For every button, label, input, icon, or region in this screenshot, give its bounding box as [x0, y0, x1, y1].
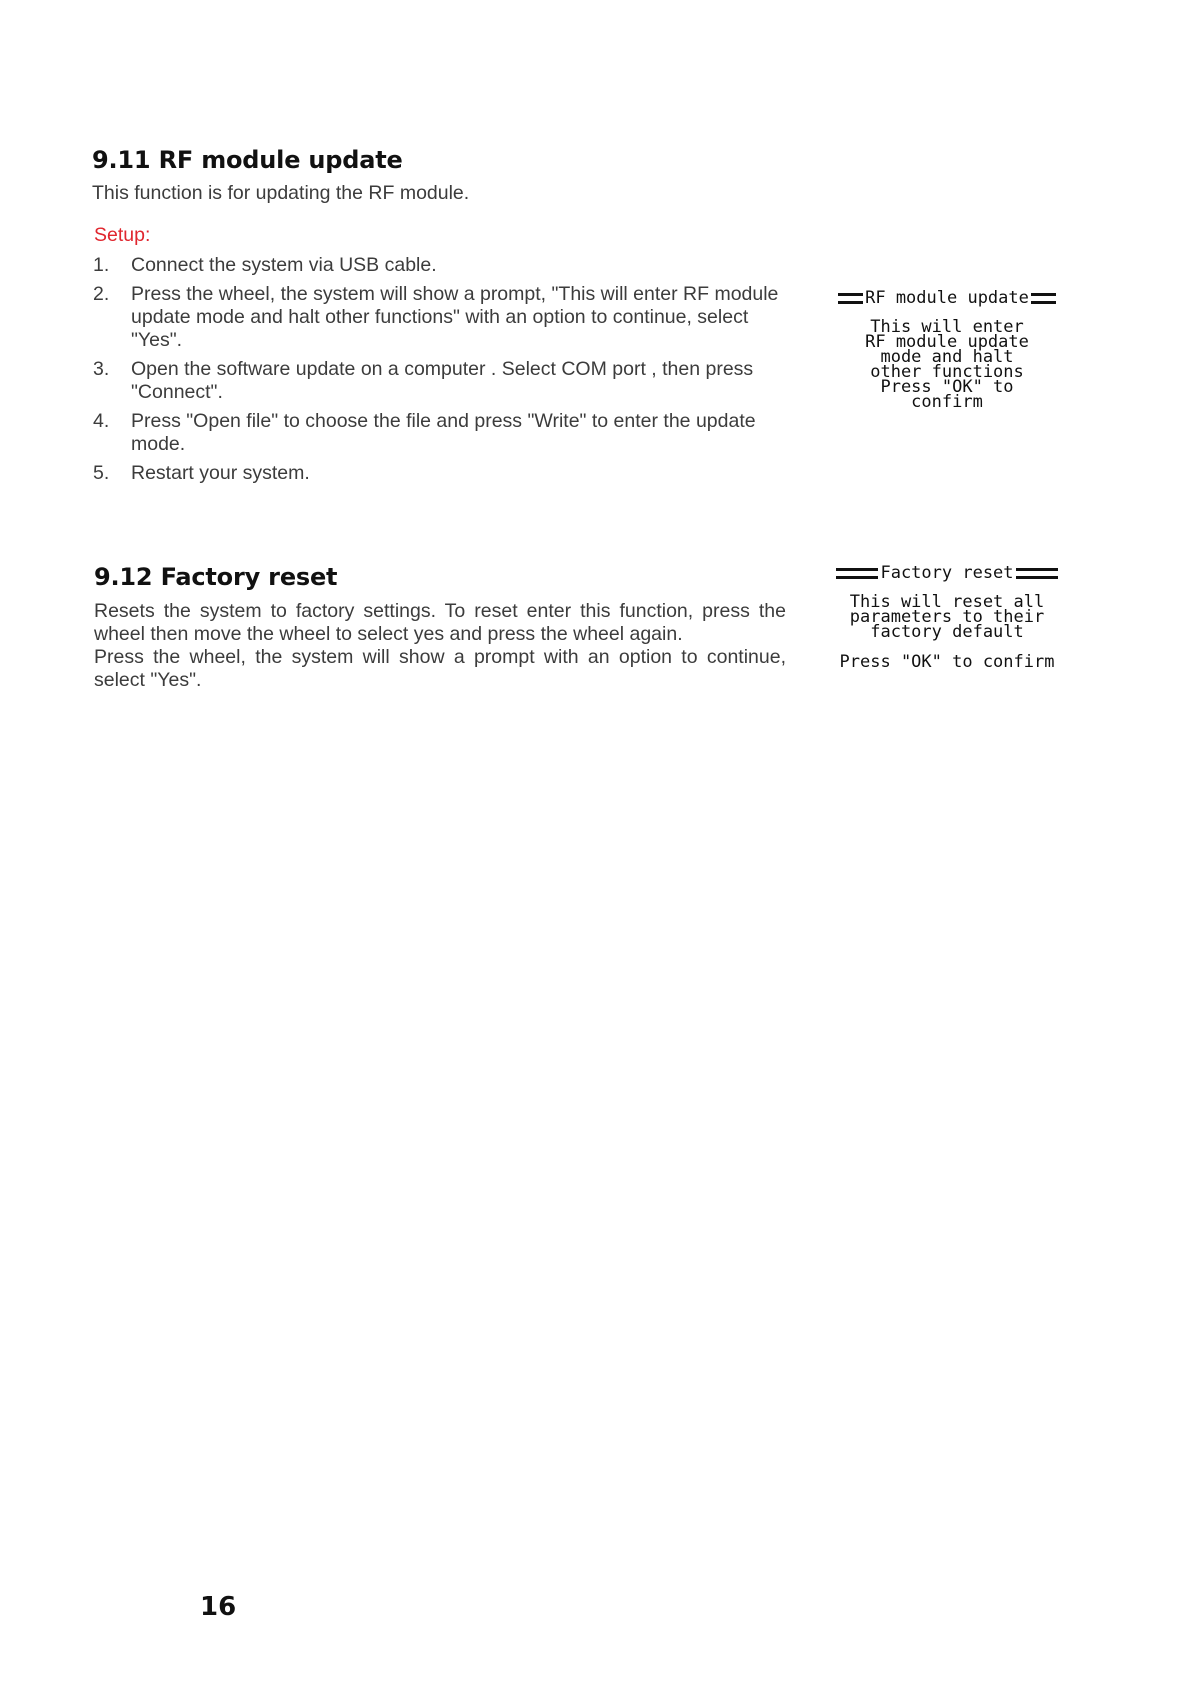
screen-line: mode and halt — [880, 347, 1014, 367]
factory-reset-paragraph: Resets the system to factory settings. To reset enter this function, press the wheel then move the wheel to select yes and press the wheel again. — [94, 600, 786, 645]
screen-line: factory default — [870, 622, 1024, 642]
screen-line: This will enter — [870, 317, 1024, 337]
screen-line: RF module update — [865, 332, 1029, 352]
screen-line: parameters to their — [849, 607, 1045, 627]
screen-confirm-line: Press "OK" to confirm — [839, 652, 1055, 672]
step-number: 4. — [93, 410, 110, 432]
step-text: Press the wheel, the system will show a prompt, "This will enter RF module update mode and halt other functions" with an option to continue, select "Yes". — [131, 283, 779, 351]
step-text: Restart your system. — [131, 462, 310, 484]
step-number: 2. — [93, 283, 110, 305]
setup-label: Setup: — [94, 224, 151, 246]
step-number: 5. — [93, 462, 110, 484]
screen-line: Press "OK" to — [880, 377, 1014, 397]
header-bar-right — [1016, 568, 1058, 579]
screen-line: other functions — [870, 362, 1024, 382]
step-number: 1. — [93, 254, 110, 276]
list-item — [93, 283, 783, 352]
screen-header-title: RF module update — [865, 287, 1029, 308]
step-text: Press "Open file" to choose the file and press "Write" to enter the update mode. — [131, 410, 756, 455]
step-text: Open the software update on a computer . Select COM port , then press "Connect". — [131, 358, 754, 403]
setup-steps-list — [93, 254, 783, 491]
header-bar-right — [1031, 293, 1056, 304]
list-item — [93, 462, 783, 485]
step-number: 3. — [93, 358, 110, 380]
list-item — [93, 254, 783, 277]
section-title-rf-module-update: 9.11 RF module update — [92, 146, 403, 174]
list-item — [93, 410, 783, 456]
screen-line: confirm — [911, 392, 983, 412]
screen-line: This will reset all — [849, 592, 1045, 612]
section-title-factory-reset: 9.12 Factory reset — [94, 563, 338, 591]
rf-update-screen-preview — [822, 287, 1072, 412]
screen-header — [822, 287, 1072, 308]
factory-reset-screen-preview — [822, 562, 1072, 672]
screen-header-title: Factory reset — [880, 562, 1014, 583]
step-text: Connect the system via USB cable. — [131, 254, 437, 276]
factory-reset-paragraph: Press the wheel, the system will show a prompt with an option to continue, select "Yes". — [94, 646, 786, 691]
rf-update-intro: This function is for updating the RF module. — [92, 182, 470, 204]
screen-header — [822, 562, 1072, 583]
page-number: 16 — [200, 1592, 237, 1622]
header-bar-left — [838, 293, 863, 304]
header-bar-left — [836, 568, 878, 579]
list-item — [93, 358, 783, 404]
factory-reset-description — [94, 600, 786, 692]
